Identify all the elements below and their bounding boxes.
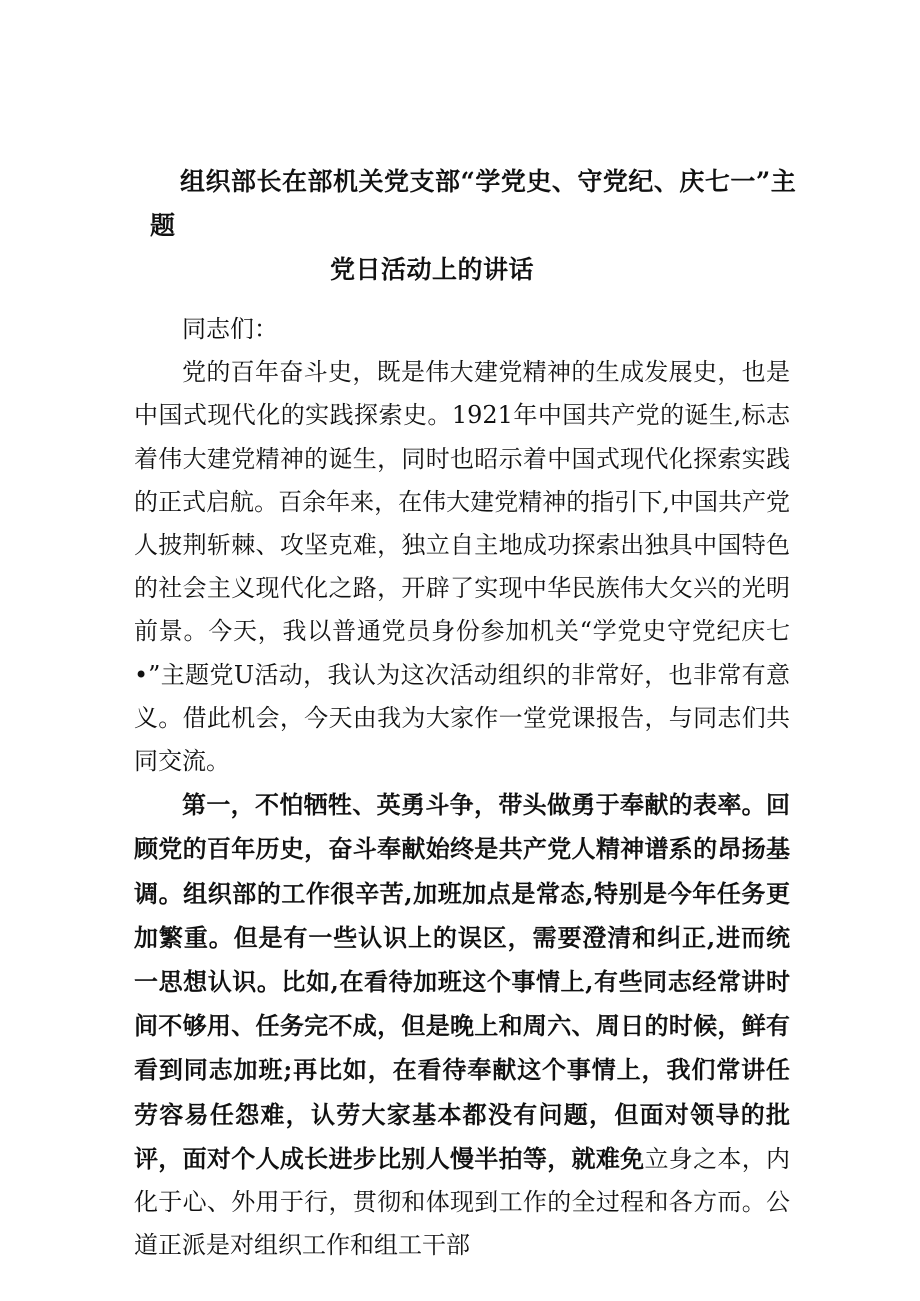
document-title	[150, 160, 810, 292]
document-body	[134, 308, 790, 1267]
title-line-2: 党日活动上的讲话	[330, 255, 535, 284]
greeting: 同志们：	[182, 315, 278, 343]
paragraph-2-regular-text: 立身之本，内化于心、外用于行，贯彻和体现到工作的全过程和各方而。公道正派是对组织工作和组工干部	[134, 1144, 791, 1260]
paragraph-1: 党的百年奋斗史，既是伟大建党精神的生成发展史，也是中国式现代化的实践探索史。1921年中国共产党的诞生,标志着伟大建党精神的诞生，同时也昭示着中国式现代化探索实践的正式启航。百余年来，在伟大建党精神的指引下,中国共产党人披荆斩棘、攻坚克难，独立自主地成功探索出独具中国特色的社会主义现代化之路，开辟了实现中华民族伟大攵兴的光明前景。今天，我以普通党员身份参加机关“学党史守党纪庆七•”主题党U活动，我认为这次活动组织的非常好，也非常有意义。借此机会，今天由我为大家作一堂党课报告，与同志们共同交流。	[134, 358, 790, 776]
paragraph-2	[134, 783, 790, 1267]
paragraph-2-bold-text: 第一，不怕牺牲、英勇斗争，带头做勇于奉献的表率。回顾党的百年历史，奋斗奉献始终是共产党人精神谱系的昂扬基调。组织部的工作很辛苦,加班加点是常态,特别是今年任务更加繁重。但是有一些认识上的误区，需要澄清和纠正,进而统一思想认识。比如,在看待加班这个事情上,有些同志经常讲时间不够用、任务完不成，但是晚上和周六、周日的时候，鲜有看到同志加班;再比如，在看待奉献这个事情上，我们常讲任劳容易任怨难，认劳大家基本都没有问题，但面对领导的批评，面对个人成长进步比别人慢半拍等，就难免	[134, 790, 790, 1173]
title-line-1: 组织部长在部机关党支部“学党史、守党纪、庆七一”主题	[150, 167, 797, 240]
